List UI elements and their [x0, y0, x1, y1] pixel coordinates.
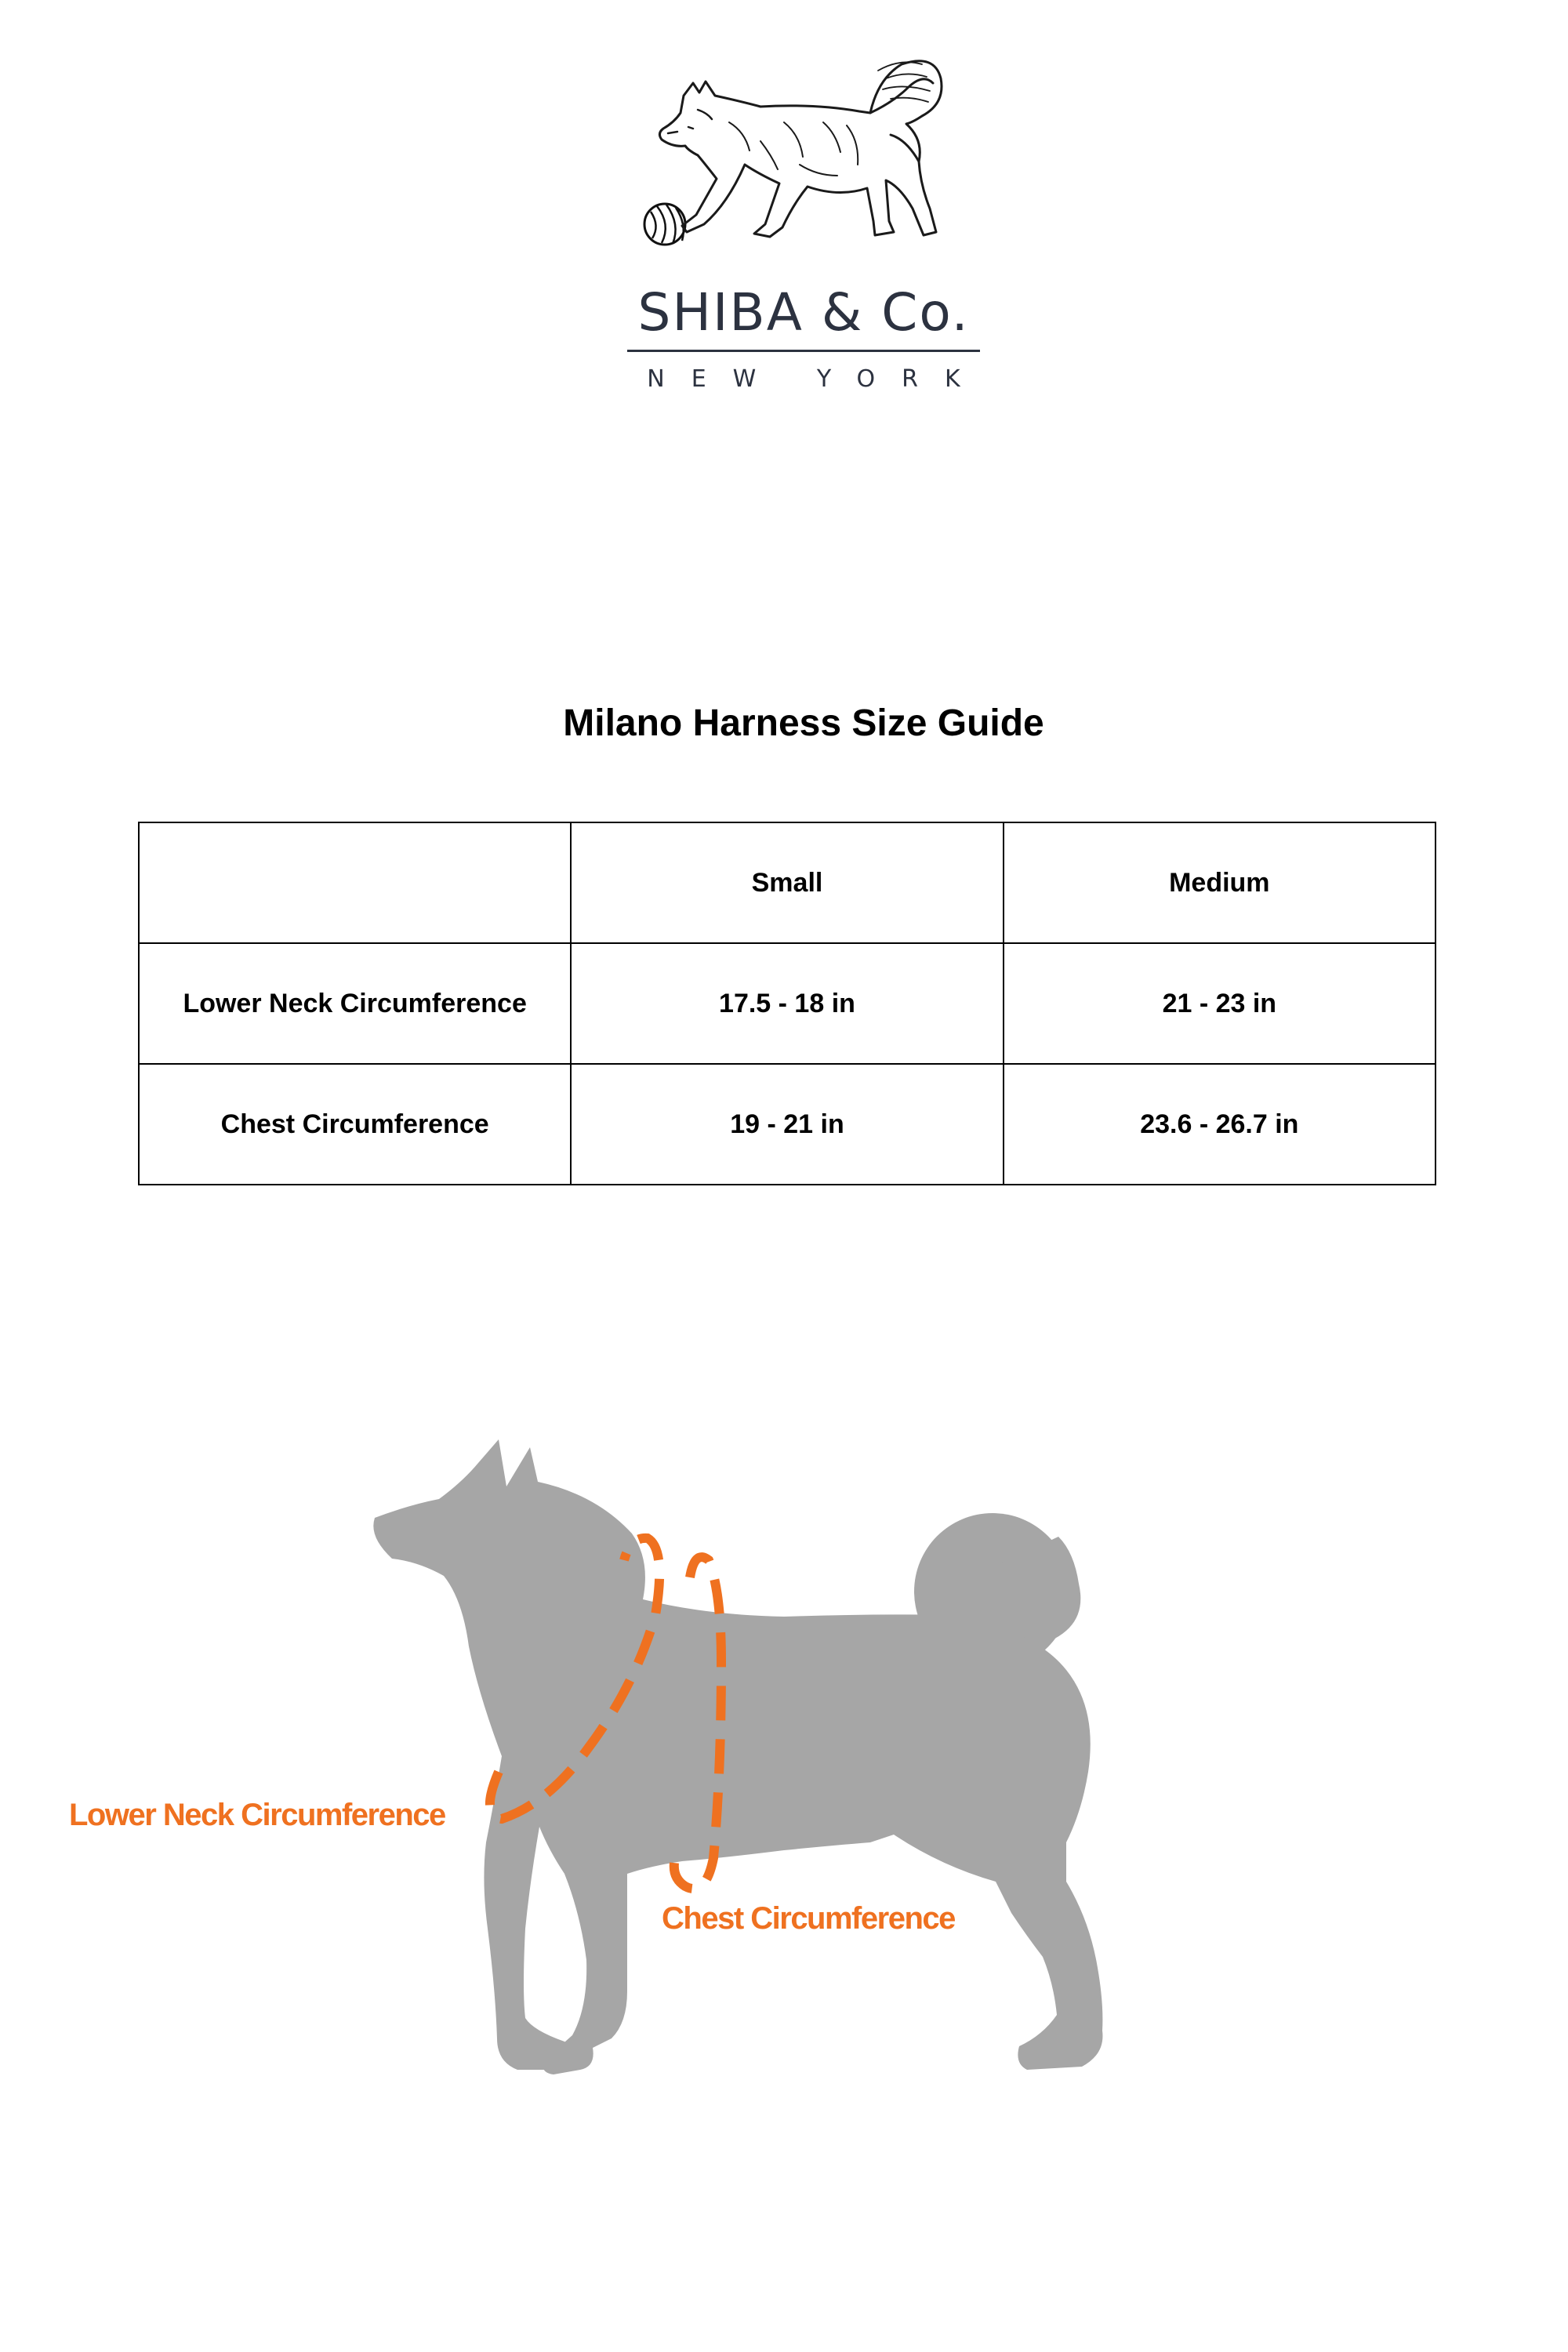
- brand-logo-illustration: [612, 47, 972, 259]
- brand-divider: [627, 350, 980, 352]
- table-cell-medium: 23.6 - 26.7 in: [1004, 1064, 1436, 1185]
- size-guide-table: [138, 822, 1436, 1185]
- table-header-cell-small: Small: [571, 822, 1003, 943]
- brand-city: NEW YORK: [647, 365, 987, 393]
- neck-circumference-label: Lower Neck Circumference: [69, 1798, 445, 1832]
- brand-name: SHIBA & Co.: [637, 282, 970, 343]
- table-cell-measure: Lower Neck Circumference: [139, 943, 571, 1064]
- table-cell-small: 17.5 - 18 in: [571, 943, 1003, 1064]
- measurement-diagram: [0, 1396, 1568, 2101]
- ball-icon: [644, 204, 685, 245]
- table-cell-small: 19 - 21 in: [571, 1064, 1003, 1185]
- dog-silhouette-icon: [373, 1439, 1102, 2074]
- page-title: Milano Harness Size Guide: [563, 702, 1044, 744]
- table-header-cell-medium: Medium: [1004, 822, 1436, 943]
- table-row: [139, 943, 1436, 1064]
- chest-circumference-label: Chest Circumference: [662, 1901, 955, 1936]
- shiba-sketch-icon: [659, 61, 942, 237]
- table-header-cell-empty: [139, 822, 571, 943]
- table-cell-medium: 21 - 23 in: [1004, 943, 1436, 1064]
- table-row: [139, 1064, 1436, 1185]
- table-cell-measure: Chest Circumference: [139, 1064, 571, 1185]
- table-header-row: [139, 822, 1436, 943]
